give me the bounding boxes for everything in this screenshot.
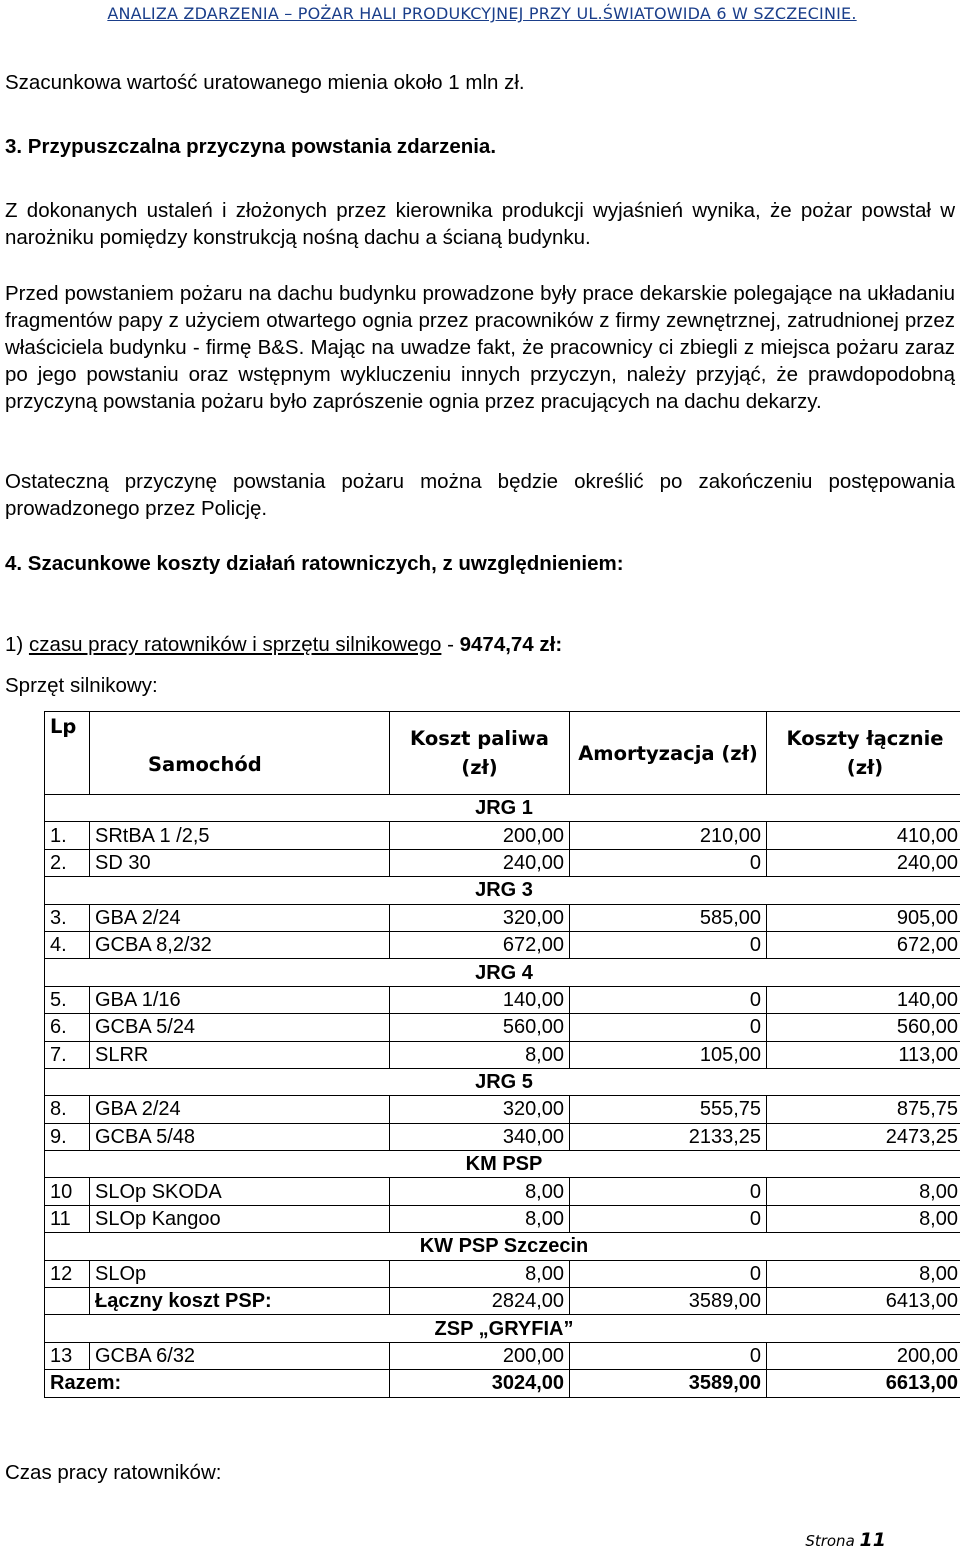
cell-vehicle: GCBA 5/48 — [90, 1123, 390, 1150]
cell-depreciation: 105,00 — [570, 1041, 767, 1068]
cell-depreciation: 0 — [570, 931, 767, 958]
cell-total: 200,00 — [767, 1342, 960, 1369]
table-body — [45, 795, 960, 1398]
group-label: ZSP „GRYFIA” — [45, 1315, 960, 1342]
table-row — [45, 1342, 960, 1369]
cell-lp: 13 — [45, 1342, 90, 1369]
table-group-row — [45, 1233, 960, 1260]
total-fuel: 3024,00 — [390, 1370, 570, 1397]
section-4-heading: 4. Szacunkowe koszty działań ratowniczych, z uwzględnieniem: — [5, 550, 955, 577]
table-row — [45, 1178, 960, 1205]
cost-item-1 — [5, 631, 955, 658]
table-row — [45, 1041, 960, 1068]
cell-lp: 6. — [45, 1014, 90, 1041]
cell-total: 6413,00 — [767, 1288, 960, 1315]
final-cause-paragraph: Ostateczną przyczynę powstania pożaru można będzie określić po zakończeniu postępowania prowadzonego przez Policję. — [5, 468, 955, 522]
group-label: KW PSP Szczecin — [45, 1233, 960, 1260]
cell-depreciation: 585,00 — [570, 904, 767, 931]
table-row — [45, 1096, 960, 1123]
cell-depreciation: 0 — [570, 1260, 767, 1287]
footer-label: Strona — [805, 1532, 854, 1550]
equipment-cost-table — [44, 711, 960, 1398]
cell-depreciation: 210,00 — [570, 822, 767, 849]
cell-total: 410,00 — [767, 822, 960, 849]
table-total-row — [45, 1370, 960, 1397]
table-group-row — [45, 1068, 960, 1095]
cell-total: 905,00 — [767, 904, 960, 931]
cell-vehicle: SLOp SKODA — [90, 1178, 390, 1205]
cell-lp: 1. — [45, 822, 90, 849]
cell-total: 2473,25 — [767, 1123, 960, 1150]
section-3-heading: 3. Przypuszczalna przyczyna powstania zdarzenia. — [5, 133, 955, 160]
cell-vehicle: GBA 2/24 — [90, 1096, 390, 1123]
cell-fuel: 240,00 — [390, 849, 570, 876]
total-sum: 6613,00 — [767, 1370, 960, 1397]
total-depreciation: 3589,00 — [570, 1370, 767, 1397]
cell-fuel: 8,00 — [390, 1178, 570, 1205]
cell-lp: 10 — [45, 1178, 90, 1205]
cell-depreciation: 0 — [570, 1178, 767, 1205]
cell-total: 8,00 — [767, 1260, 960, 1287]
table-row — [45, 1205, 960, 1232]
cell-total: 672,00 — [767, 931, 960, 958]
col-header-depreciation: Amortyzacja (zł) — [570, 712, 767, 795]
cell-fuel: 320,00 — [390, 1096, 570, 1123]
group-label: JRG 4 — [45, 959, 960, 986]
col-header-vehicle: Samochód — [90, 712, 390, 795]
cell-vehicle: SLRR — [90, 1041, 390, 1068]
cell-lp: 8. — [45, 1096, 90, 1123]
table-row — [45, 1123, 960, 1150]
cell-fuel: 8,00 — [390, 1041, 570, 1068]
cell-total: 140,00 — [767, 986, 960, 1013]
cell-fuel: 340,00 — [390, 1123, 570, 1150]
cell-lp: 12 — [45, 1260, 90, 1287]
table-group-row — [45, 877, 960, 904]
group-label: JRG 3 — [45, 877, 960, 904]
cell-total: 8,00 — [767, 1205, 960, 1232]
cell-lp: 11 — [45, 1205, 90, 1232]
table-subtotal-row — [45, 1288, 960, 1315]
table-row — [45, 1014, 960, 1041]
cell-depreciation: 555,75 — [570, 1096, 767, 1123]
cell-lp: 4. — [45, 931, 90, 958]
col-header-fuel: Koszt paliwa (zł) — [390, 712, 570, 795]
cell-vehicle: SLOp — [90, 1260, 390, 1287]
cell-lp — [45, 1288, 90, 1315]
cell-fuel: 200,00 — [390, 1342, 570, 1369]
cost-item-1-value: 9474,74 zł: — [460, 633, 563, 656]
cell-fuel: 200,00 — [390, 822, 570, 849]
cell-vehicle: GBA 2/24 — [90, 904, 390, 931]
cell-vehicle: GBA 1/16 — [90, 986, 390, 1013]
cell-fuel: 140,00 — [390, 986, 570, 1013]
group-label: JRG 1 — [45, 795, 960, 822]
cell-depreciation: 0 — [570, 986, 767, 1013]
cell-depreciation: 0 — [570, 1205, 767, 1232]
cell-depreciation: 0 — [570, 849, 767, 876]
cell-depreciation: 0 — [570, 1014, 767, 1041]
cell-lp: 7. — [45, 1041, 90, 1068]
table-group-row — [45, 959, 960, 986]
total-label: Razem: — [45, 1370, 390, 1397]
table-group-row — [45, 1151, 960, 1178]
cell-fuel: 8,00 — [390, 1260, 570, 1287]
cell-fuel: 672,00 — [390, 931, 570, 958]
table-row — [45, 931, 960, 958]
cell-total: 560,00 — [767, 1014, 960, 1041]
before-fire-paragraph: Przed powstaniem pożaru na dachu budynku prowadzone były prace dekarskie polegające na układaniu fragmentów papy z użyciem otwartego ognia przez pracowników z firmy zewnętrznej, zatrudnionej przez właściciela budynku - firmę B&S. Mając na uwadze fakt, że pracownicy ci zbiegli z miejsca pożaru zaraz po jego powstaniu oraz wstępnym wykluczeniu innych przyczyn, należy przyjąć, że prawdopodobną przyczyną powstania pożaru było zaprószenie ognia przez pracujących na dachu dekarzy. — [5, 280, 955, 415]
table-row — [45, 849, 960, 876]
cell-depreciation: 0 — [570, 1342, 767, 1369]
cell-total: 875,75 — [767, 1096, 960, 1123]
cell-total: 240,00 — [767, 849, 960, 876]
table-row — [45, 904, 960, 931]
page-number: 11 — [860, 1529, 886, 1551]
cell-depreciation: 3589,00 — [570, 1288, 767, 1315]
group-label: JRG 5 — [45, 1068, 960, 1095]
cell-fuel: 560,00 — [390, 1014, 570, 1041]
cell-vehicle: SRtBA 1 /2,5 — [90, 822, 390, 849]
table-header-row — [45, 712, 960, 795]
cell-fuel: 320,00 — [390, 904, 570, 931]
cell-vehicle: SLOp Kangoo — [90, 1205, 390, 1232]
cell-total: 8,00 — [767, 1178, 960, 1205]
equipment-label: Sprzęt silnikowy: — [5, 672, 955, 699]
cell-depreciation: 2133,25 — [570, 1123, 767, 1150]
cost-item-1-sep: - — [441, 633, 459, 656]
cell-vehicle: SD 30 — [90, 849, 390, 876]
table-group-row — [45, 795, 960, 822]
cell-total: 113,00 — [767, 1041, 960, 1068]
cost-item-1-prefix: 1) — [5, 633, 29, 656]
table-group-row — [45, 1315, 960, 1342]
group-label: KM PSP — [45, 1151, 960, 1178]
rescued-value-text: Szacunkowa wartość uratowanego mienia około 1 mln zł. — [5, 69, 955, 96]
cell-vehicle: GCBA 5/24 — [90, 1014, 390, 1041]
cost-item-1-label: czasu pracy ratowników i sprzętu silnikowego — [29, 633, 441, 656]
col-header-total: Koszty łącznie (zł) — [767, 712, 960, 795]
cell-lp: 9. — [45, 1123, 90, 1150]
cell-vehicle: GCBA 6/32 — [90, 1342, 390, 1369]
cell-vehicle: GCBA 8,2/32 — [90, 931, 390, 958]
cell-fuel: 2824,00 — [390, 1288, 570, 1315]
cell-lp: 2. — [45, 849, 90, 876]
col-header-lp: Lp — [45, 712, 90, 795]
cell-lp: 5. — [45, 986, 90, 1013]
crew-time-label: Czas pracy ratowników: — [5, 1459, 955, 1486]
cause-paragraph: Z dokonanych ustaleń i złożonych przez kierownika produkcji wyjaśnień wynika, że pożar powstał w narożniku pomiędzy konstrukcją nośną dachu a ścianą budynku. — [5, 197, 955, 251]
cell-lp: 3. — [45, 904, 90, 931]
running-header: ANALIZA ZDARZENIA – POŻAR HALI PRODUKCYJNEJ PRZY UL.ŚWIATOWIDA 6 W SZCZECINIE. — [78, 4, 886, 23]
table-row — [45, 986, 960, 1013]
cell-fuel: 8,00 — [390, 1205, 570, 1232]
table-row — [45, 1260, 960, 1287]
table-row — [45, 822, 960, 849]
cell-vehicle: Łączny koszt PSP: — [90, 1288, 390, 1315]
